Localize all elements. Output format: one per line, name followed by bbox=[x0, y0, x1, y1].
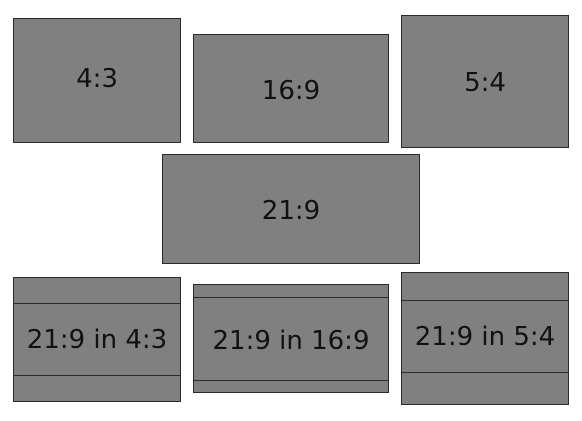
frame-21-9-label: 21:9 bbox=[261, 196, 321, 226]
letterbox-bottom-line bbox=[14, 375, 180, 376]
frame-5-4 bbox=[401, 15, 569, 148]
frame-16-9 bbox=[193, 34, 389, 143]
frame-21-9-in-4-3 bbox=[13, 277, 181, 402]
frame-21-9-in-5-4 bbox=[401, 272, 569, 405]
frame-5-4-label: 5:4 bbox=[464, 68, 506, 98]
letterbox-top-line bbox=[194, 297, 388, 298]
frame-21-9 bbox=[162, 154, 420, 264]
frame-21-9-in-16-9-label: 21:9 in 16:9 bbox=[212, 326, 370, 356]
letterbox-bottom-line bbox=[402, 372, 568, 373]
frame-21-9-in-5-4-label: 21:9 in 5:4 bbox=[414, 322, 556, 352]
frame-4-3 bbox=[13, 18, 181, 143]
frame-16-9-label: 16:9 bbox=[261, 76, 321, 106]
frame-4-3-label: 4:3 bbox=[76, 64, 118, 94]
letterbox-top-line bbox=[14, 303, 180, 304]
frame-21-9-in-16-9 bbox=[193, 284, 389, 393]
letterbox-bottom-line bbox=[194, 380, 388, 381]
frame-21-9-in-4-3-label: 21:9 in 4:3 bbox=[26, 325, 168, 355]
letterbox-top-line bbox=[402, 300, 568, 301]
